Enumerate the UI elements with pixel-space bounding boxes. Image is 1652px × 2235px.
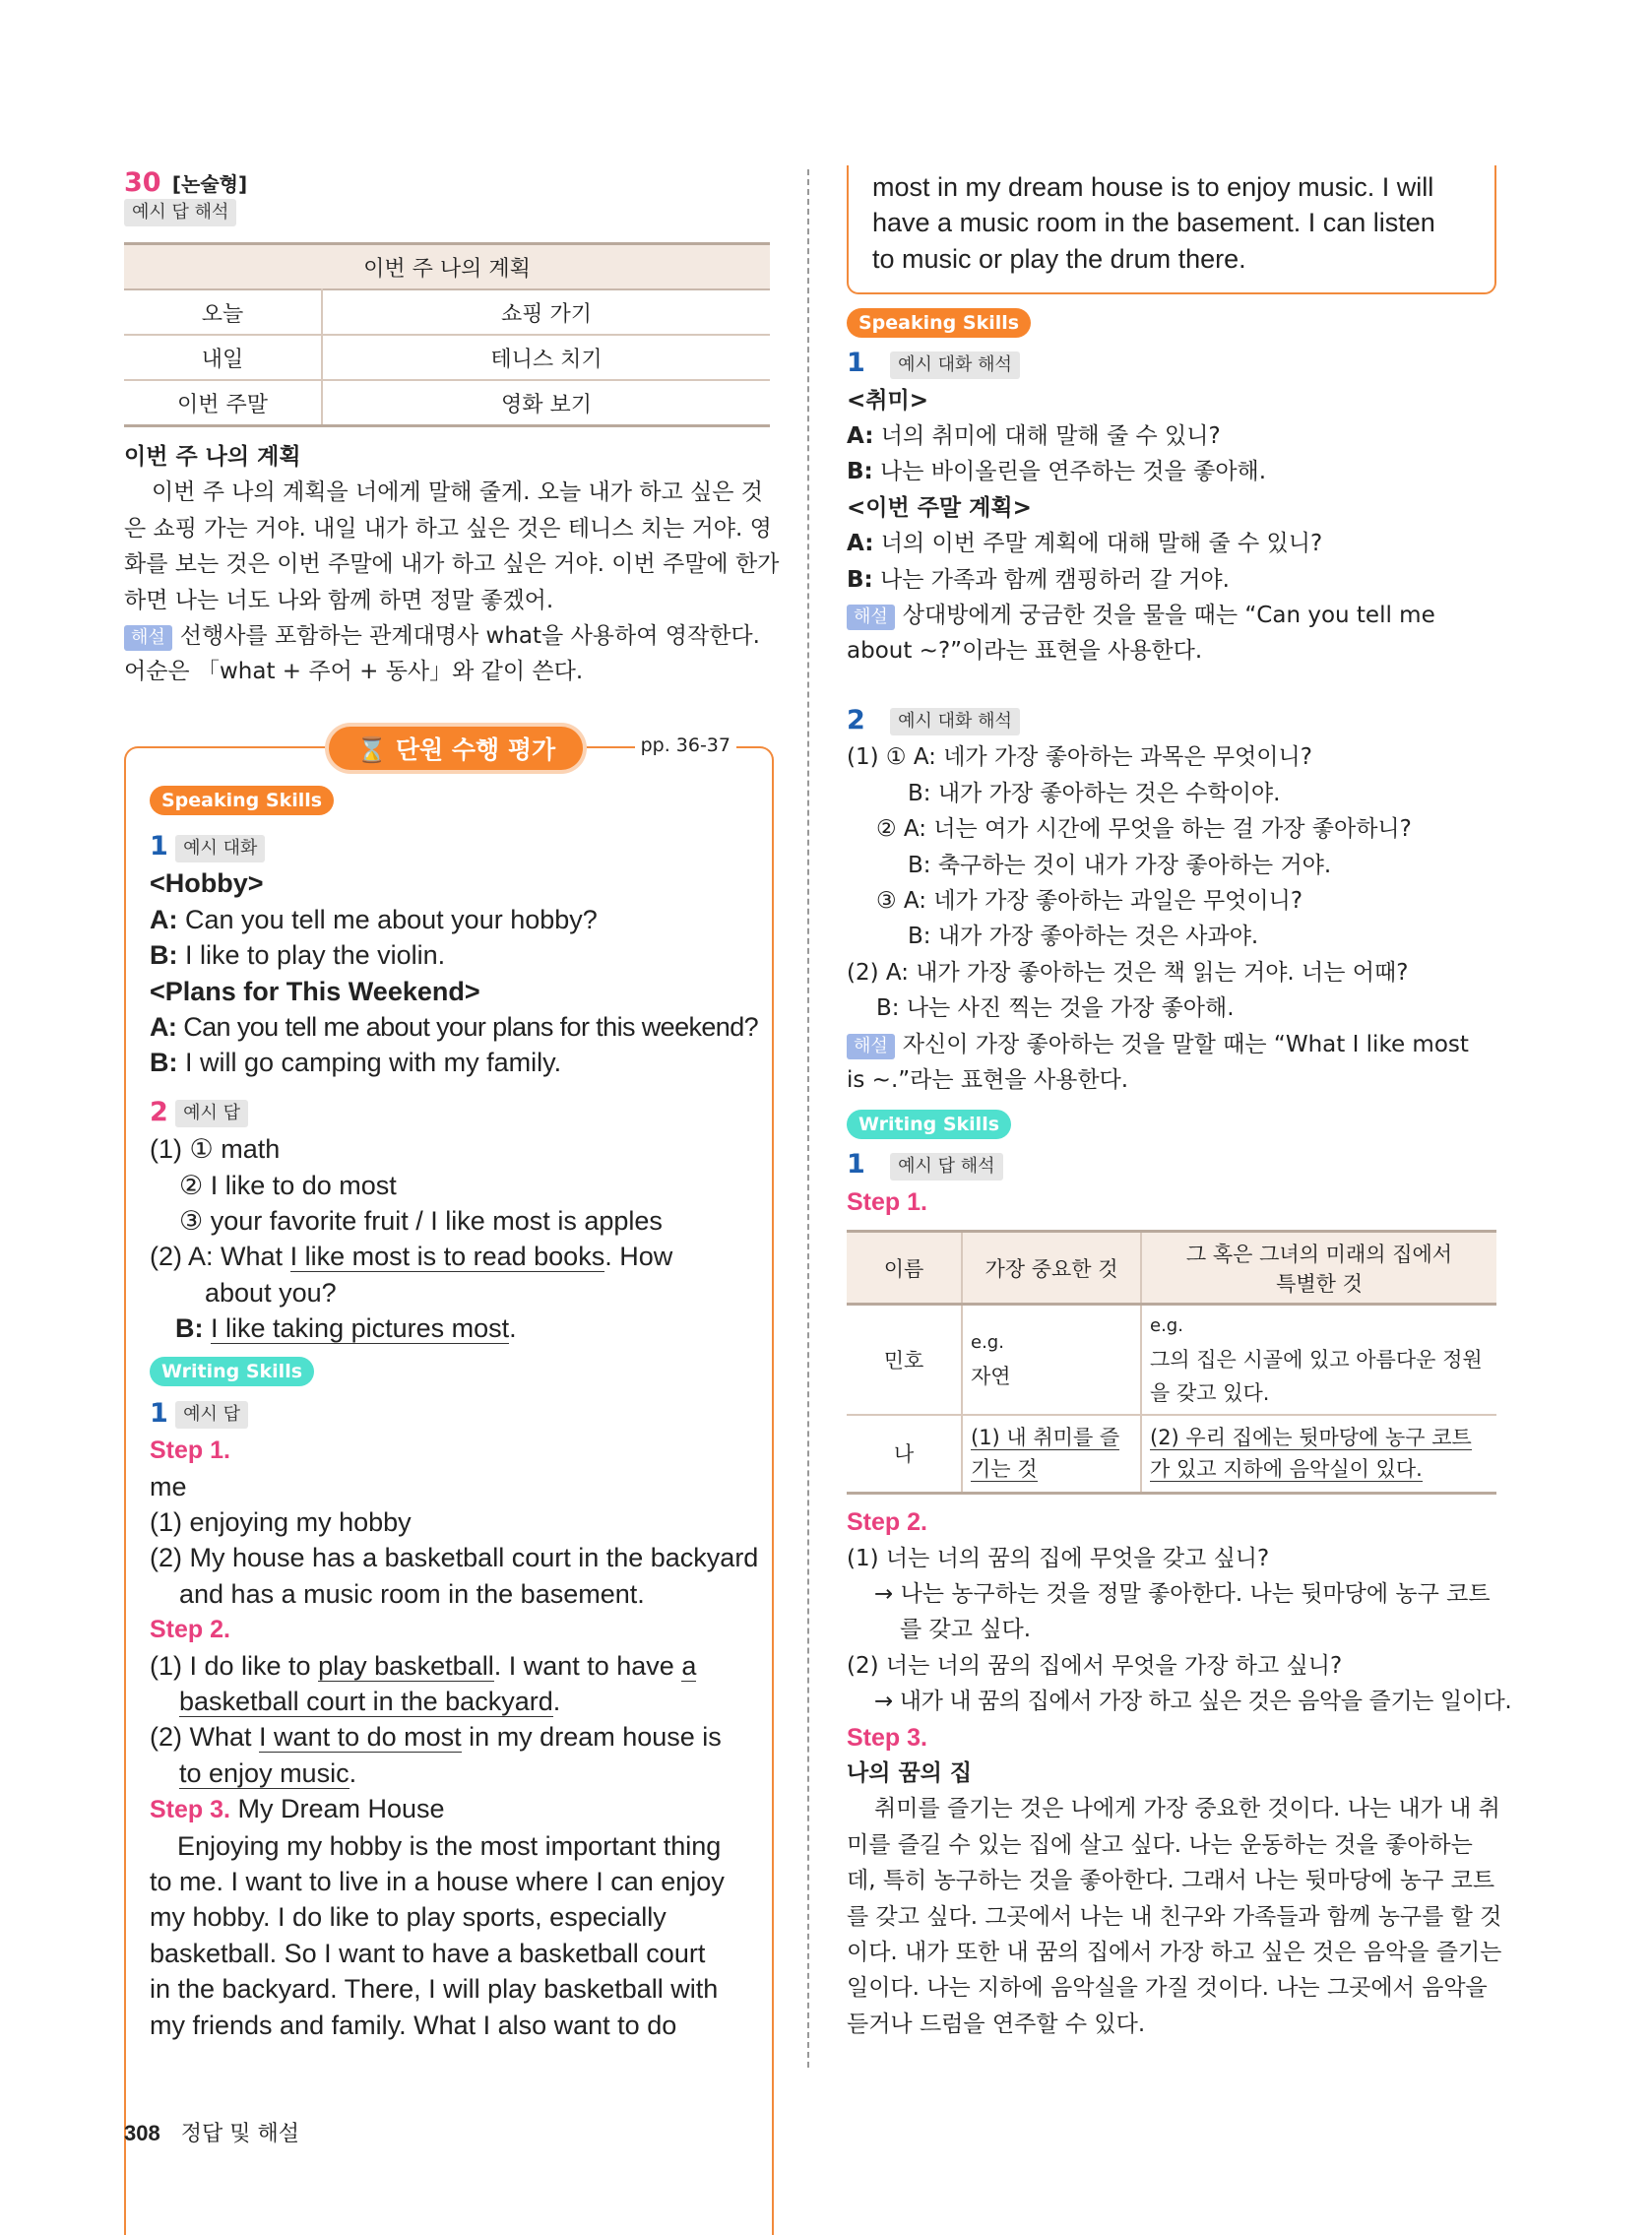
dialog-line: B: 축구하는 것이 내가 가장 좋아하는 거야. <box>908 852 1332 878</box>
step3-label: Step 3. <box>847 1723 927 1752</box>
explain-text: 자신이 가장 좋아하는 것을 말할 때는 “What I like most <box>902 1031 1469 1057</box>
step3-label: Step 3. <box>150 1796 230 1824</box>
speaker: A: <box>150 1012 177 1043</box>
speaker: A: <box>150 904 178 934</box>
essay-line: basketball. So I want to have a basketball court <box>150 1938 706 1968</box>
writing-label-row <box>150 1347 750 1396</box>
answer-line <box>150 1719 750 1755</box>
table-cell: 이번 주말 <box>124 380 322 426</box>
table-cell: 테니스 치기 <box>490 347 603 372</box>
table-row <box>847 1305 1496 1415</box>
essay-line: Enjoying my hobby is the most important thing <box>177 1830 722 1861</box>
rw1-tag: 예시 답 해석 <box>890 1153 1002 1181</box>
explain-text: 상대방에게 궁금한 것을 물을 때는 “Can you tell me <box>902 603 1435 629</box>
dialog-text: Can you tell me about your plans for this weekend? <box>183 1012 759 1043</box>
answer-line <box>150 1239 750 1274</box>
writing-label-row <box>847 1098 1496 1147</box>
q30-heading <box>124 165 770 199</box>
step3-title: My Dream House <box>237 1794 445 1824</box>
table-row <box>847 1415 1496 1494</box>
answer-line <box>150 1310 750 1346</box>
answer-line: me <box>150 1471 187 1501</box>
speaker: B: <box>847 459 873 485</box>
answer-underlined: I like most is to read books <box>289 1242 605 1272</box>
explain-badge: 해설 <box>124 625 172 651</box>
dialog-text: 너의 취미에 대해 말해 줄 수 있니? <box>880 423 1221 450</box>
dialog-text: 나는 바이올린을 연주하는 것을 좋아해. <box>880 459 1267 485</box>
r1-tag: 예시 대화 해석 <box>890 351 1020 379</box>
answer-line: (1) ① math <box>150 1134 281 1165</box>
rw1-heading <box>847 1147 1496 1183</box>
answer-line: (2) My house has a basketball court in the backyard <box>150 1543 759 1573</box>
continued-essay-box <box>847 165 1496 294</box>
r2-heading <box>847 703 1496 739</box>
table-cell: 쇼핑 가기 <box>500 301 592 327</box>
dialog-line <box>150 1045 750 1080</box>
answer-line <box>150 1684 750 1719</box>
step1-label: Step 1. <box>150 1437 230 1465</box>
answer-text: . How <box>604 1242 673 1272</box>
dialog-line: (1) ① A: 네가 가장 좋아하는 과목은 무엇이니? <box>847 744 1312 771</box>
evaluation-box <box>124 734 774 2235</box>
cell-text: 그의 집은 시골에 있고 아름다운 정원을 갖고 있다. <box>1150 1347 1483 1405</box>
speaker: A: <box>847 531 874 557</box>
step3-title: 나의 꿈의 집 <box>847 1760 973 1786</box>
step2-label: Step 2. <box>150 1616 230 1644</box>
s2-heading <box>150 1095 750 1131</box>
dialog-line: ③ A: 네가 가장 좋아하는 과일은 무엇이니? <box>876 887 1303 914</box>
table-cell: 영화 보기 <box>500 392 592 417</box>
answer-underlined: to enjoy music <box>179 1757 349 1788</box>
q30-tag-row <box>124 199 770 242</box>
cell-text: (1) 내 취미를 즐기는 것 <box>971 1426 1120 1482</box>
speaking-label-row <box>847 294 1496 346</box>
header-cell: 그 혹은 그녀의 미래의 집에서 특별한 것 <box>1185 1242 1453 1296</box>
footer-label: 정답 및 해설 <box>180 2122 299 2146</box>
explanation-line <box>124 618 770 654</box>
step2-line: → 나는 농구하는 것을 정말 좋아한다. 나는 뒷마당에 농구 코트 <box>874 1580 1491 1607</box>
answer-underlined: a <box>681 1650 697 1681</box>
explain-badge: 해설 <box>847 1034 895 1059</box>
eg-label: e.g. <box>971 1331 1004 1353</box>
table-cell: 내일 <box>124 335 322 380</box>
cell-text: (2) 우리 집에는 뒷마당에 농구 코트가 있고 지하에 음악실이 있다. <box>1150 1426 1472 1482</box>
explanation-line <box>847 1027 1496 1062</box>
answer-underlined: I want to do most <box>259 1722 462 1753</box>
dialog-text: I like to play the violin. <box>185 940 446 971</box>
writing-skills-label: Writing Skills <box>150 1357 314 1386</box>
explain-badge: 해설 <box>847 605 895 630</box>
dream-house-table <box>847 1230 1496 1495</box>
step3-heading <box>150 1791 750 1827</box>
speaker: A: <box>847 423 874 450</box>
eval-title-banner <box>329 727 583 770</box>
q30-type: [논술형] <box>171 172 248 196</box>
header-cell: 가장 중요한 것 <box>962 1232 1141 1305</box>
essay-line: 이다. 내가 또한 내 꿈의 집에서 가장 하고 싶은 것은 음악을 즐기는 <box>847 1940 1502 1966</box>
s2-tag: 예시 답 <box>175 1100 248 1127</box>
table-cell <box>962 1305 1141 1415</box>
essay-line: 미를 즐길 수 있는 집에 살고 싶다. 나는 운동하는 것을 좋아하는 <box>847 1831 1473 1858</box>
table-cell: 오늘 <box>124 289 322 335</box>
column-divider <box>807 169 809 2068</box>
w1-tag: 예시 답 <box>175 1401 248 1429</box>
answer-line: (1) enjoying my hobby <box>150 1506 412 1537</box>
essay-line: 하면 나는 너도 나와 함께 하면 정말 좋겠어. <box>124 587 554 613</box>
dialog-text: I will go camping with my family. <box>185 1048 562 1078</box>
dialog-line: B: 내가 가장 좋아하는 것은 사과야. <box>908 924 1259 950</box>
speaker: B: <box>150 1048 178 1078</box>
r1-number: 1 <box>847 348 865 379</box>
plan-table-title: 이번 주 나의 계획 <box>363 256 531 282</box>
answer-text: (2) What <box>150 1722 252 1753</box>
dialog-heading: <이번 주말 계획> <box>847 494 1032 521</box>
essay-line: 화를 보는 것은 이번 주말에 내가 하고 싶은 거야. 이번 주말에 한가 <box>124 551 780 578</box>
step2-line: (2) 너는 너의 꿈의 집에서 무엇을 가장 하고 싶니? <box>847 1652 1343 1679</box>
s1-heading <box>150 829 750 865</box>
dialog-heading: <Hobby> <box>150 868 264 899</box>
speaker: B: <box>847 566 873 593</box>
eval-pages: pp. 36-37 <box>635 734 736 756</box>
q30-tag: 예시 답 해석 <box>124 199 236 226</box>
w1-number: 1 <box>150 1397 168 1429</box>
answer-underlined: play basketball <box>318 1650 494 1681</box>
table-cell <box>962 1415 1141 1494</box>
essay-line: to me. I want to live in a house where I can enjoy <box>150 1866 725 1896</box>
left-column <box>124 165 780 2040</box>
plan-table-header <box>124 244 770 290</box>
w1-heading <box>150 1396 750 1433</box>
hourglass-icon: ⌛ <box>356 735 388 764</box>
header-cell: 이름 <box>847 1232 962 1305</box>
explain-text: 선행사를 포함하는 관계대명사 what을 사용하여 영작한다. <box>179 623 760 650</box>
answer-underlined: I like taking pictures most <box>211 1313 510 1344</box>
answer-line: and has a music room in the basement. <box>179 1578 645 1609</box>
answer-text: . I want to have <box>493 1650 674 1681</box>
dialog-text: 너의 이번 주말 계획에 대해 말해 줄 수 있니? <box>880 531 1323 557</box>
step2-line: → 내가 내 꿈의 집에서 가장 하고 싶은 것은 음악을 즐기는 일이다. <box>874 1689 1512 1715</box>
essay-line: have a music room in the basement. I can listen <box>872 208 1435 238</box>
essay-line: 이번 주 나의 계획을 너에게 말해 줄게. 오늘 내가 하고 싶은 것 <box>152 479 763 506</box>
table-row <box>124 380 770 426</box>
dialog-line <box>150 1009 759 1045</box>
essay-line: 듣거나 드럼을 연주할 수 있다. <box>847 2011 1146 2037</box>
speaker: B: <box>175 1313 204 1344</box>
essay-line: 일이다. 나는 지하에 음악실을 가질 것이다. 나는 그곳에서 음악을 <box>847 1975 1488 2002</box>
table-cell: 민호 <box>847 1305 962 1415</box>
dialog-line <box>847 526 1496 561</box>
cell-text: 자연 <box>971 1364 1011 1388</box>
rw1-number: 1 <box>847 1149 865 1181</box>
r2-number: 2 <box>847 704 865 735</box>
r1-heading <box>847 346 1496 382</box>
answer-text: (2) A: What <box>150 1242 284 1272</box>
table-header-row <box>847 1232 1496 1305</box>
step2-line: 를 갖고 싶다. <box>900 1617 1032 1643</box>
step2-label: Step 2. <box>847 1508 927 1537</box>
dialog-line <box>847 418 1496 454</box>
speaker: B: <box>150 940 178 971</box>
dialog-heading: <Plans for This Weekend> <box>150 976 480 1006</box>
dialog-line <box>847 454 1496 489</box>
dialog-line: B: 나는 사진 찍는 것을 가장 좋아해. <box>876 995 1235 1022</box>
speaking-label-row <box>150 786 750 829</box>
essay-line: in the backyard. There, I will play basketball with <box>150 1974 719 2005</box>
dialog-text: 나는 가족과 함께 캠핑하러 갈 거야. <box>880 566 1230 593</box>
essay-line: 를 갖고 싶다. 그곳에서 나는 내 친구와 가족들과 함께 농구를 할 것 <box>847 1903 1502 1930</box>
s1-tag: 예시 대화 <box>175 835 265 862</box>
essay-line: my hobby. I do like to play sports, especially <box>150 1902 667 1933</box>
eval-title: 단원 수행 평가 <box>395 735 556 764</box>
essay-line: to music or play the drum there. <box>872 243 1246 274</box>
dialog-line: (2) A: 내가 가장 좋아하는 것은 책 읽는 거야. 너는 어때? <box>847 959 1409 986</box>
dialog-line: ② A: 너는 여가 시간에 무엇을 하는 걸 가장 좋아하니? <box>876 816 1412 843</box>
q30-number: 30 <box>124 167 161 198</box>
page-number: 308 <box>124 2121 160 2145</box>
s1-number: 1 <box>150 831 168 862</box>
explanation-line: is ~.”라는 표현을 사용한다. <box>847 1066 1129 1093</box>
answer-text: . <box>552 1686 561 1716</box>
essay-title: 이번 주 나의 계획 <box>124 444 301 470</box>
essay-line: 데, 특히 농구하는 것을 좋아한다. 그래서 나는 뒷마당에 농구 코트 <box>847 1868 1495 1894</box>
r2-tag: 예시 대화 해석 <box>890 708 1020 735</box>
explanation-line <box>847 598 1496 633</box>
table-cell: 나 <box>847 1415 962 1494</box>
answer-text: in my dream house is <box>469 1722 722 1753</box>
page-footer <box>124 2117 299 2147</box>
answer-text: (1) I do like to <box>150 1650 311 1681</box>
essay-line: most in my dream house is to enjoy music. I will <box>872 172 1434 202</box>
answer-underlined: basketball court in the backyard <box>179 1686 553 1716</box>
dialog-heading: <취미> <box>847 387 928 414</box>
answer-line: about you? <box>205 1277 337 1308</box>
table-cell <box>1141 1415 1496 1494</box>
speaking-skills-label: Speaking Skills <box>150 786 334 815</box>
dialog-line <box>150 902 750 937</box>
right-column <box>847 165 1512 2042</box>
plan-table <box>124 242 770 427</box>
table-cell <box>1141 1305 1496 1415</box>
explanation-line: about ~?”이라는 표현을 사용한다. <box>847 638 1203 665</box>
essay-line: my friends and family. What I also want to do <box>150 2010 677 2040</box>
dialog-line: B: 내가 가장 좋아하는 것은 수학이야. <box>908 780 1281 806</box>
answer-line: ② I like to do most <box>179 1170 397 1200</box>
s2-number: 2 <box>150 1096 168 1127</box>
essay-line: 취미를 즐기는 것은 나에게 가장 중요한 것이다. 나는 내가 내 취 <box>874 1796 1500 1822</box>
step1-label: Step 1. <box>847 1187 927 1216</box>
answer-text: . <box>349 1757 357 1788</box>
answer-text: . <box>509 1313 517 1344</box>
dialog-line <box>150 937 750 973</box>
dialog-line <box>847 562 1496 598</box>
answer-line <box>150 1756 750 1791</box>
table-row <box>124 335 770 380</box>
step2-line: (1) 너는 너의 꿈의 집에 무엇을 갖고 싶니? <box>847 1545 1270 1571</box>
essay-line: 은 쇼핑 가는 거야. 내일 내가 하고 싶은 것은 테니스 치는 거야. 영 <box>124 515 772 542</box>
answer-line: ③ your favorite fruit / I like most is apples <box>179 1206 663 1237</box>
writing-skills-label: Writing Skills <box>847 1110 1011 1139</box>
eg-label: e.g. <box>1150 1314 1183 1336</box>
table-row <box>124 289 770 335</box>
answer-line <box>150 1648 750 1684</box>
explanation-line: 어순은 「what + 주어 + 동사」와 같이 쓴다. <box>124 659 584 685</box>
dialog-text: Can you tell me about your hobby? <box>185 904 598 934</box>
speaking-skills-label: Speaking Skills <box>847 308 1031 338</box>
